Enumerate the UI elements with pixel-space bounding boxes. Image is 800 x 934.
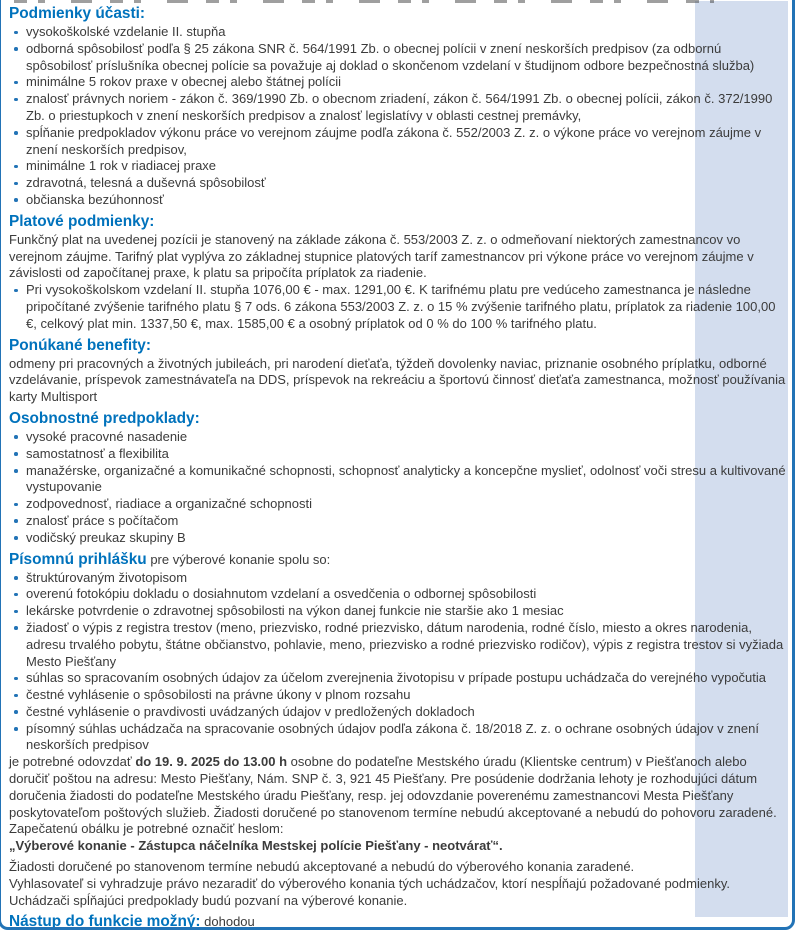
- bullet-icon: [14, 98, 18, 102]
- bullet-item: [9, 513, 788, 530]
- bullet-icon: [14, 289, 18, 293]
- bullet-text: [26, 513, 178, 528]
- section-heading: [9, 551, 788, 569]
- bullet-text: [26, 704, 475, 719]
- text-run: Žiadosti doručené po stanovenom termíne nebudú akceptované a nebudú do výberového konania zaradené.: [9, 859, 635, 875]
- text-run: písomný súhlas uchádzača na spracovanie osobných údajov podľa zákona č. 18/2018 Z. z. o ochrane osobných údajov v znení neskorších predpisov: [26, 720, 759, 753]
- text-run: Uchádzači spĺňajúci predpoklady budú pozvaní na výberové konanie.: [9, 892, 408, 908]
- bullet-item: [9, 586, 788, 603]
- text-run: odmeny pri pracovných a životných jubileách, pri narodení dieťaťa, týždeň dovolenky naviac, priznanie osobného príplatku, odborné vzdelávanie, príspevok zamestnávateľa na DDS, príspevok na rekreáciu a športovú činnosť dieťaťa zamestnanca, možnosť používania karty Multisport: [9, 355, 786, 405]
- text-run: osobne do podateľne Mestského úradu (Klientske centrum) v Piešťanoch alebo doručiť poštou na adresu: Mesto Piešťany, Nám. SNP č. 3, 921 45 Piešťany. Pre posúdenie dodržania lehoty je rozhodujúci dátum doručenia žiadosti do podateľne Mestského úradu Piešťany, resp. jej odovzdanie poverenému zamestnancovi Mesta Piešťany poskytovateľom poštových služieb. Žiadosti doručené po stanovenom termíne nebudú akceptované a nebudú do pohovoru zaradené. Zapečatenú obálku je potrebné označiť heslom:: [9, 754, 777, 837]
- section-heading: [9, 337, 788, 355]
- bullet-item: [9, 91, 788, 125]
- text-run: čestné vyhlásenie o spôsobilosti na právne úkony v plnom rozsahu: [26, 687, 411, 703]
- text-run: Osobnostné predpoklady:: [9, 409, 200, 427]
- bullet-text: [26, 91, 772, 123]
- text-run: znalosť právnych noriem - zákon č. 369/1990 Zb. o obecnom zriadení, zákon č. 564/1991 Zb. o obecnej polícii, zákon č. 372/1990 Zb. o priestupkoch v znení neskorších predpisov a znalosť legislatívy v oblasti cestnej premávky,: [26, 91, 773, 123]
- bullet-item: [9, 530, 788, 547]
- text-run: do 19. 9. 2025 do 13.00 h: [135, 754, 288, 770]
- bullet-icon: [14, 198, 18, 202]
- text-run: lekárske potvrdenie o zdravotnej spôsobilosti na výkon danej funkcie nie staršie ako 1 mesiac: [26, 603, 564, 619]
- bullet-item: [9, 429, 788, 446]
- section-heading: [9, 5, 788, 23]
- bullet-item: [9, 704, 788, 721]
- text-run: štruktúrovaným životopisom: [26, 569, 188, 585]
- text-run: vodičský preukaz skupiny B: [26, 529, 186, 545]
- bullet-item: [9, 496, 788, 513]
- text-run: zodpovednosť, riadiace a organizačné schopnosti: [26, 496, 313, 512]
- text-run: občianska bezúhonnosť: [26, 191, 164, 207]
- bullet-item: [9, 570, 788, 587]
- bullet-icon: [14, 519, 18, 523]
- text-run: dohodou: [200, 914, 255, 930]
- bullet-item: [9, 463, 788, 497]
- bullet-item: [9, 41, 788, 75]
- bullet-text: [26, 603, 564, 618]
- bullet-text: [26, 125, 761, 157]
- bullet-item: [9, 158, 788, 175]
- bullet-text: [26, 530, 186, 545]
- bullet-item: [9, 192, 788, 209]
- bullet-item: [9, 620, 788, 670]
- text-run: Nástup do funkcie možný:: [9, 913, 201, 931]
- text-run: „Výberové konanie - Zástupca náčelníka Mestskej polície Piešťany - neotvárať“.: [9, 838, 503, 854]
- bullet-text: [26, 570, 187, 585]
- bullet-icon: [14, 576, 18, 580]
- text-run: Platové podmienky:: [9, 212, 155, 230]
- text-run: overenú fotokópiu dokladu o dosiahnutom vzdelaní a osvedčenia o odbornej spôsobilosti: [26, 586, 537, 602]
- bullet-icon: [14, 469, 18, 473]
- bullet-icon: [14, 503, 18, 507]
- bullet-text: [26, 158, 216, 173]
- bullet-icon: [14, 610, 18, 614]
- text-run: vysokoškolské vzdelanie II. stupňa: [26, 24, 226, 39]
- paragraph: [9, 838, 788, 855]
- bullet-text: [26, 586, 536, 601]
- bullet-item: [9, 175, 788, 192]
- bullet-text: [26, 192, 164, 207]
- bullet-text: [26, 687, 410, 702]
- bullet-icon: [14, 593, 18, 597]
- bullet-text: [26, 24, 225, 39]
- paragraph: [9, 876, 788, 893]
- bullet-text: [26, 620, 783, 669]
- bullet-item: [9, 74, 788, 91]
- text-run: manažérske, organizačné a komunikačné schopnosti, schopnosť analyticky a koncepčne myslieť, odolnosť voči stresu a kultivované vystupovanie: [26, 462, 786, 495]
- bullet-item: [9, 687, 788, 704]
- text-run: minimálne 5 rokov praxe v obecnej alebo štátnej polícii: [26, 74, 342, 90]
- bullet-icon: [14, 452, 18, 456]
- bullet-icon: [14, 81, 18, 85]
- bullet-text: [26, 41, 754, 73]
- section-heading: [9, 410, 788, 428]
- text-run: Pri vysokoškolskom vzdelaní II. stupňa 1076,00 € - max. 1291,00 €. K tarifnému platu pre vedúceho zamestnanca je následne pripočítané zvýšenie tarifného platu § 7 ods. 6 zákona 553/2003 Z. z. o 15 % zvýšenie tarifného platu, príplatok za riadenie 100,00 €, celkový plat min. 1337,50 €, max. 1585,00 € a osobný príplatok od 0 % do 100 % tarifného platu.: [26, 282, 776, 331]
- text-run: vysoké pracovné nasadenie: [26, 428, 188, 444]
- bullet-text: [26, 496, 312, 511]
- paragraph: [9, 754, 788, 838]
- bullet-text: [26, 670, 766, 685]
- text-run: súhlas so spracovaním osobných údajov za účelom zverejnenia životopisu v prípade postupu uchádzača do verejného vypočutia: [26, 670, 767, 686]
- paragraph: [9, 232, 788, 282]
- paragraph: [9, 893, 788, 910]
- bullet-icon: [14, 165, 18, 169]
- bullet-item: [9, 125, 788, 159]
- document-content: [9, 3, 788, 932]
- bullet-icon: [14, 182, 18, 186]
- text-run: Podmienky účasti:: [9, 5, 145, 22]
- bullet-icon: [14, 31, 18, 35]
- text-run: pre výberové konanie spolu so:: [146, 551, 331, 567]
- bullet-text: [26, 721, 759, 753]
- bullet-item: [9, 670, 788, 687]
- bullet-item: [9, 282, 788, 332]
- bullet-icon: [14, 626, 18, 630]
- text-run: minimálne 1 rok v riadiacej praxe: [26, 158, 217, 174]
- bullet-text: [26, 463, 786, 495]
- bullet-text: [26, 446, 169, 461]
- section-heading: [9, 913, 788, 931]
- bullet-text: [26, 74, 341, 89]
- text-run: odborná spôsobilosť podľa § 25 zákona SNR č. 564/1991 Zb. o obecnej polícii v znení neskorších predpisov (za odbornú spôsobilosť príslušníka obecnej polície sa považuje aj doklad o skončenom vzdelaní v študijnom odbore bezpečnostná služba): [26, 40, 755, 73]
- text-run: Písomnú prihlášku: [9, 550, 147, 568]
- text-run: Funkčný plat na uvedenej pozícii je stanovený na základe zákona č. 553/2003 Z. z. o odmeňovaní niektorých zamestnancov vo verejnom záujme. Tarifný plat vyplýva zo základnej stupnice platových taríf zamestnancov pri výkone práce vo verejnom záujme v závislosti od započítanej praxe, k platu sa pripočíta príplatok za riadenie.: [9, 231, 754, 281]
- text-run: Vyhlasovateľ si vyhradzuje právo nezaradiť do výberového konania tých uchádzačov, ktorí nespĺňajú požadované podmienky.: [9, 875, 730, 891]
- bullet-icon: [14, 710, 18, 714]
- text-run: žiadosť o výpis z registra trestov (meno, priezvisko, rodné priezvisko, dátum narodenia, rodné číslo, miesto a okres narodenia, adresu trvalého pobytu, štátne občianstvo, pohlavie, meno, priezvisko a rodné priezvisko rodičov), výpis z registra trestov si vyžiada Mesto Piešťany: [26, 619, 784, 669]
- bullet-icon: [14, 536, 18, 540]
- bullet-item: [9, 603, 788, 620]
- bullet-text: [26, 175, 266, 190]
- bullet-icon: [14, 435, 18, 439]
- text-run: spĺňanie predpokladov výkonu práce vo verejnom záujme podľa zákona č. 552/2003 Z. z. o výkone práce vo verejnom záujme v znení neskorších predpisov,: [26, 124, 762, 157]
- text-run: čestné vyhlásenie o pravdivosti uvádzaných údajov v predložených dokladoch: [26, 703, 475, 719]
- paragraph: [9, 356, 788, 406]
- section-heading: [9, 213, 788, 231]
- text-run: zdravotná, telesná a duševná spôsobilosť: [26, 175, 266, 191]
- bullet-item: [9, 446, 788, 463]
- bullet-icon: [14, 131, 18, 135]
- bullet-item: [9, 24, 788, 41]
- text-run: znalosť práce s počítačom: [26, 512, 179, 528]
- bullet-icon: [14, 47, 18, 51]
- text-run: Ponúkané benefity:: [9, 336, 151, 354]
- text-run: samostatnosť a flexibilita: [26, 445, 169, 461]
- bullet-item: [9, 721, 788, 755]
- bullet-text: [26, 282, 775, 331]
- text-run: je potrebné odovzdať: [9, 754, 136, 770]
- paragraph: [9, 859, 788, 876]
- bullet-icon: [14, 727, 18, 731]
- bullet-text: [26, 429, 187, 444]
- bullet-icon: [14, 694, 18, 698]
- bullet-icon: [14, 677, 18, 681]
